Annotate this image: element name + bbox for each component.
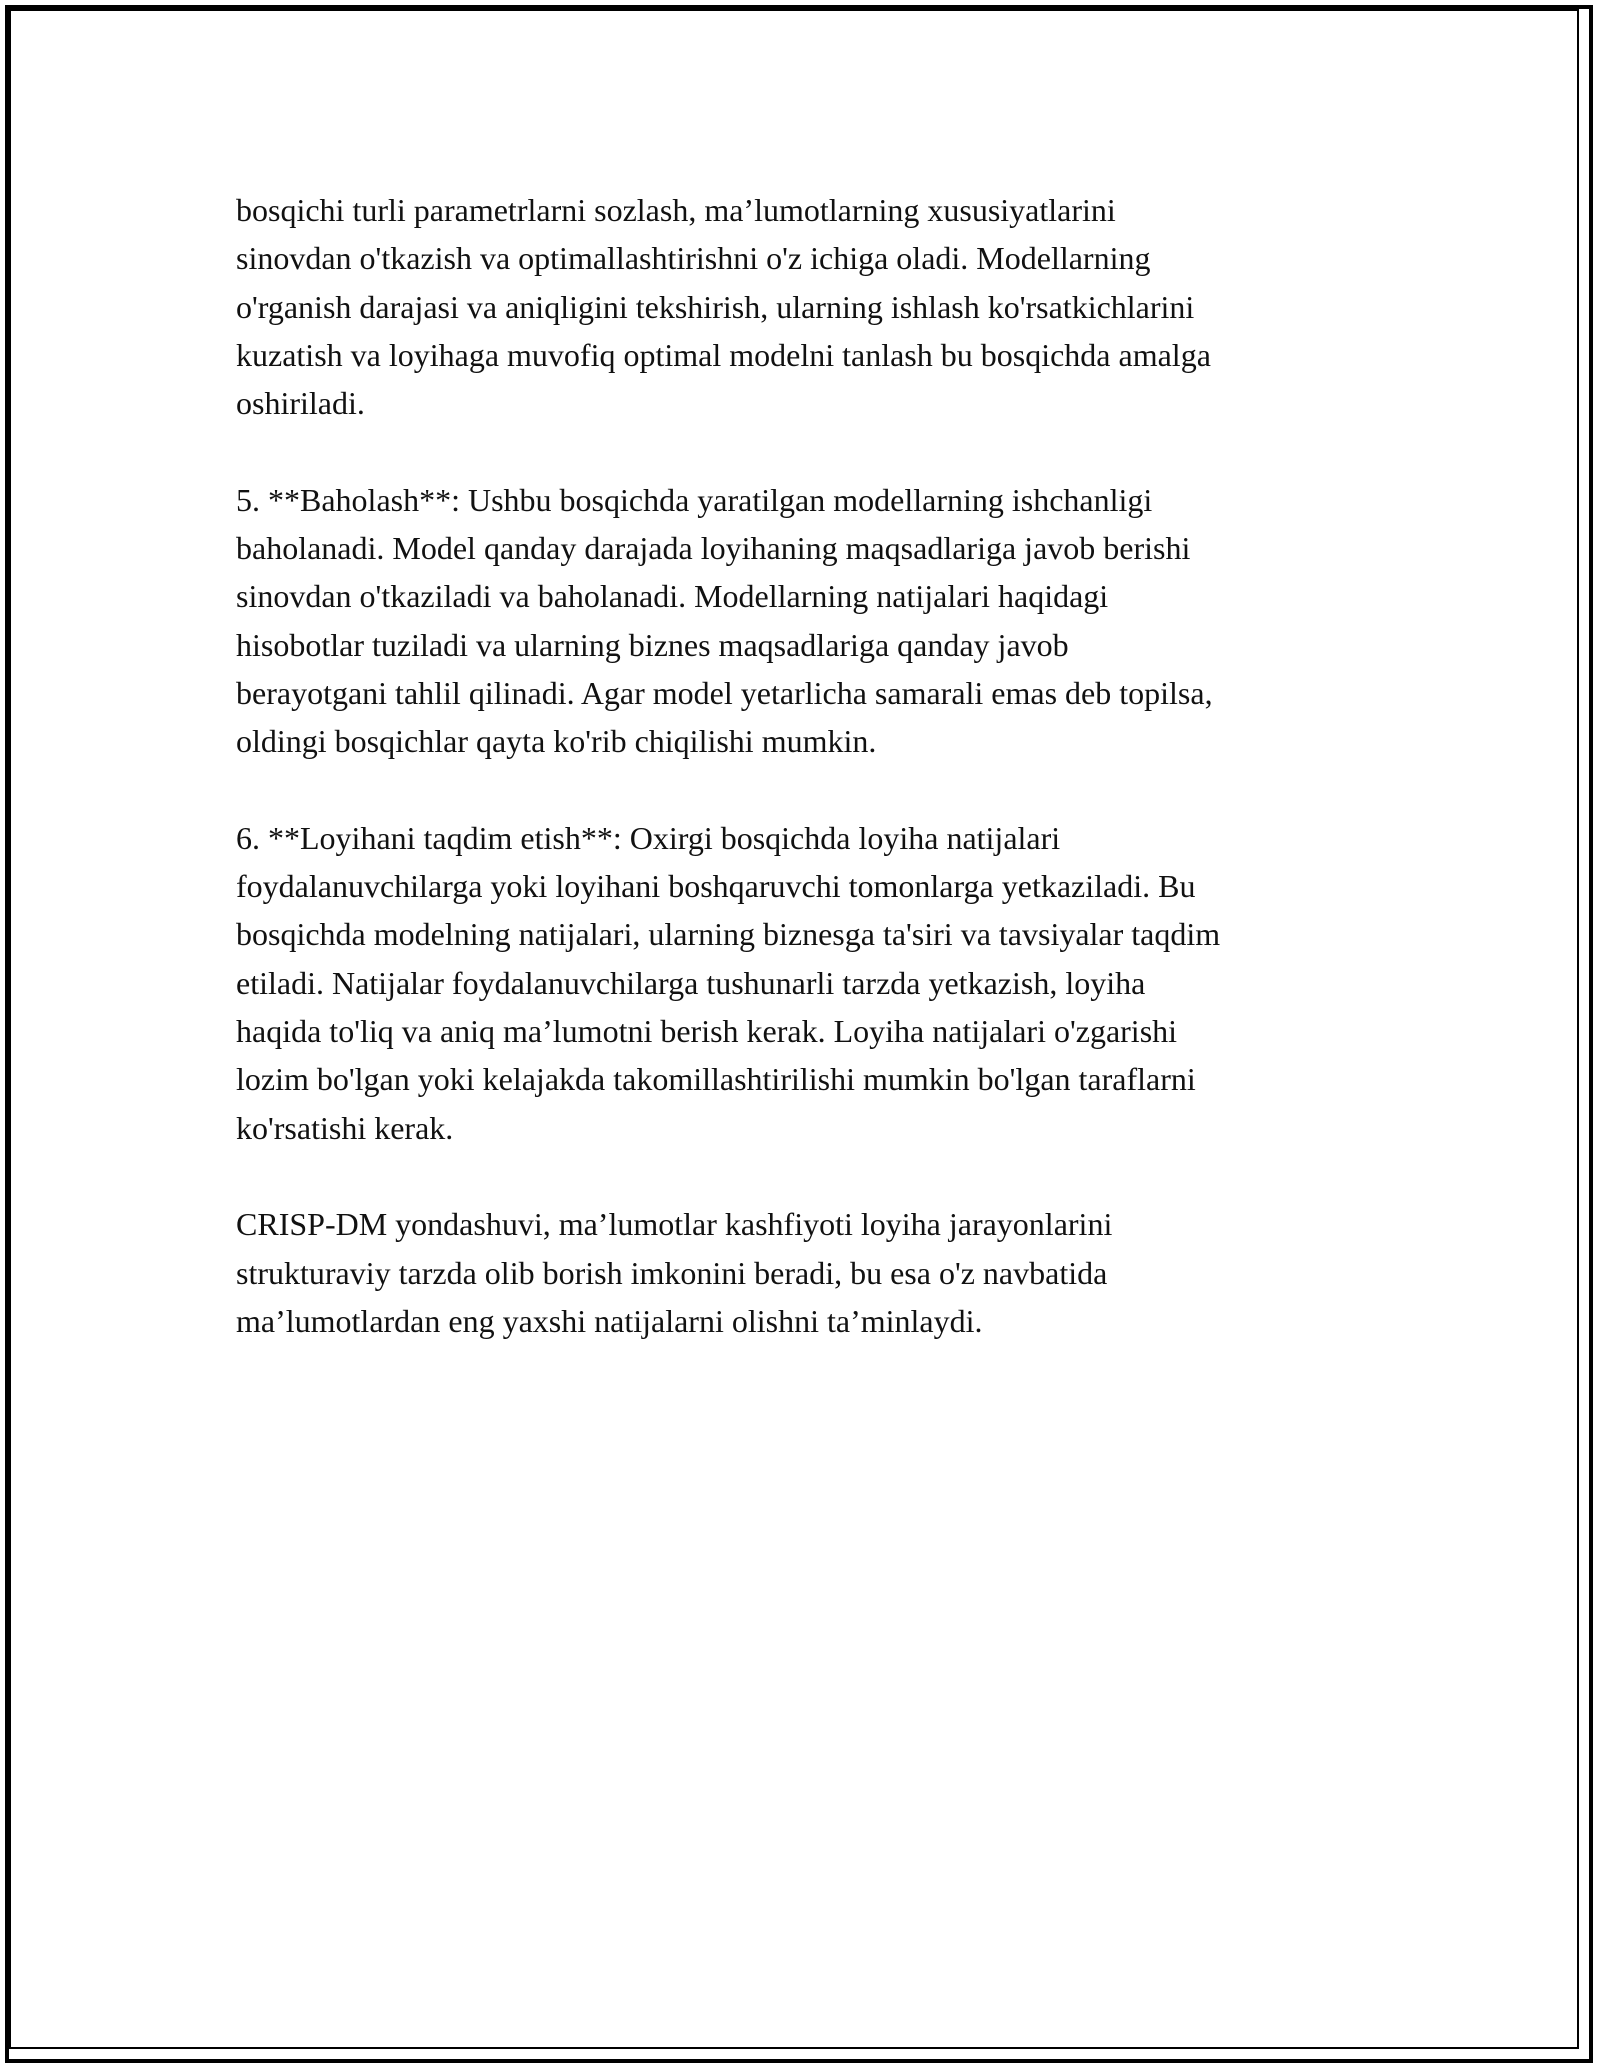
- text-line: sinovdan o'tkaziladi va baholanadi. Modellarning natijalari haqidagi: [236, 578, 1109, 615]
- text-line: hisobotlar tuziladi va ularning biznes maqsadlariga qanday javob: [236, 626, 1069, 663]
- text-line: haqida to'liq va aniq ma’lumotni berish kerak. Loyiha natijalari o'zgarishi: [236, 1013, 1178, 1050]
- paragraph-evaluation: [236, 476, 1366, 766]
- text-line: bosqichda modelning natijalari, ularning biznesga ta'siri va tavsiyalar taqdim: [236, 916, 1221, 953]
- text-line: 5. **Baholash**: Ushbu bosqichda yaratilgan modellarning ishchanligi: [236, 481, 1153, 518]
- text-line: kuzatish va loyihaga muvofiq optimal modelni tanlash bu bosqichda amalga: [236, 336, 1211, 373]
- text-line: foydalanuvchilarga yoki loyihani boshqaruvchi tomonlarga yetkaziladi. Bu: [236, 868, 1196, 905]
- text-line: oshiriladi.: [236, 385, 365, 422]
- text-line: strukturaviy tarzda olib borish imkonini beradi, bu esa o'z navbatida: [236, 1254, 1108, 1291]
- text-line: CRISP-DM yondashuvi, ma’lumotlar kashfiyoti loyiha jarayonlarini: [236, 1206, 1113, 1243]
- paragraph-conclusion: [236, 1200, 1366, 1345]
- document-body: [236, 186, 1366, 1393]
- text-line: 6. **Loyihani taqdim etish**: Oxirgi bosqichda loyiha natijalari: [236, 819, 1061, 856]
- text-line: baholanadi. Model qanday darajada loyihaning maqsadlariga javob berishi: [236, 530, 1191, 567]
- text-line: berayotgani tahlil qilinadi. Agar model yetarlicha samarali emas deb topilsa,: [236, 674, 1213, 711]
- paragraph-deployment: [236, 814, 1366, 1152]
- text-line: o'rganish darajasi va aniqligini tekshirish, ularning ishlash ko'rsatkichlarini: [236, 288, 1195, 325]
- text-line: lozim bo'lgan yoki kelajakda takomillashtirilishi mumkin bo'lgan taraflarni: [236, 1061, 1196, 1098]
- text-line: oldingi bosqichlar qayta ko'rib chiqilishi mumkin.: [236, 723, 877, 760]
- text-line: bosqichi turli parametrlarni sozlash, ma’lumotlarning xususiyatlarini: [236, 192, 1116, 228]
- paragraph-modeling-continuation: [236, 186, 1366, 427]
- text-line: sinovdan o'tkazish va optimallashtirishni o'z ichiga oladi. Modellarning: [236, 240, 1151, 277]
- text-line: etiladi. Natijalar foydalanuvchilarga tushunarli tarzda yetkazish, loyiha: [236, 964, 1146, 1001]
- text-line: ma’lumotlardan eng yaxshi natijalarni olishni ta’minlaydi.: [236, 1302, 983, 1339]
- text-line: ko'rsatishi kerak.: [236, 1109, 454, 1146]
